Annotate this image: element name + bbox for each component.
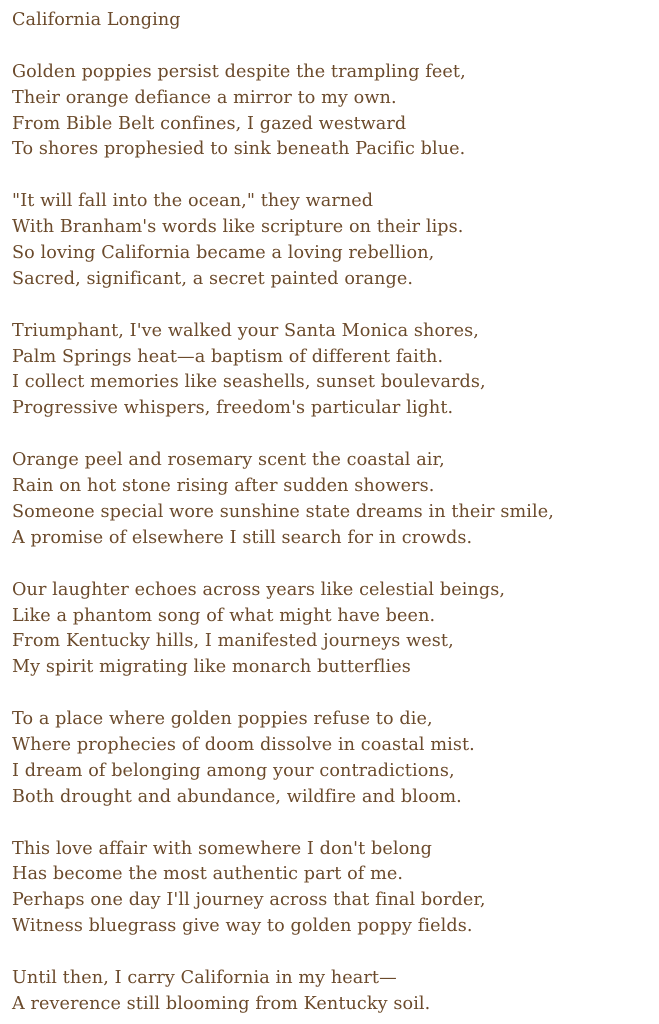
poem-line: This love affair with somewhere I don't belong [12, 838, 433, 859]
poem-line: Triumphant, I've walked your Santa Monica shores, [12, 320, 479, 341]
poem-line: Sacred, significant, a secret painted orange. [12, 268, 414, 289]
poem-line: A promise of elsewhere I still search for in crowds. [12, 527, 473, 548]
poem-line: Rain on hot stone rising after sudden showers. [12, 476, 435, 497]
poem-line: I dream of belonging among your contradictions, [12, 760, 455, 781]
poem-line: Witness bluegrass give way to golden poppy fields. [12, 916, 473, 937]
poem-line: I collect memories like seashells, sunset boulevards, [12, 372, 486, 393]
poem-line: Golden poppies persist despite the trampling feet, [12, 61, 466, 82]
stanza-5 [12, 578, 657, 682]
poem-line: Progressive whispers, freedom's particular light. [12, 398, 454, 419]
poem-line: Perhaps one day I'll journey across that final border, [12, 890, 486, 911]
poem-line: Our laughter echoes across years like celestial beings, [12, 579, 506, 600]
poem-line: Where prophecies of doom dissolve in coastal mist. [12, 734, 475, 755]
poem-page [12, 8, 657, 1018]
poem-line: My spirit migrating like monarch butterflies [12, 657, 411, 678]
poem-line: From Bible Belt confines, I gazed westward [12, 113, 407, 134]
stanza-7 [12, 837, 657, 941]
stanza-2 [12, 189, 657, 293]
poem-line: To a place where golden poppies refuse to die, [12, 709, 433, 730]
stanza-1 [12, 60, 657, 164]
stanza-4 [12, 448, 657, 552]
poem-line: A reverence still blooming from Kentucky soil. [12, 993, 431, 1014]
poem-line: To shores prophesied to sink beneath Pacific blue. [12, 139, 466, 160]
stanza-8 [12, 966, 657, 1018]
poem-line: Someone special wore sunshine state dreams in their smile, [12, 501, 554, 522]
poem-line: With Branham's words like scripture on their lips. [12, 217, 464, 238]
poem-line: From Kentucky hills, I manifested journeys west, [12, 631, 454, 652]
poem-line: "It will fall into the ocean," they warned [12, 191, 374, 212]
poem-line: Both drought and abundance, wildfire and bloom. [12, 786, 462, 807]
poem-line: So loving California became a loving rebellion, [12, 243, 435, 264]
stanza-3 [12, 319, 657, 423]
poem-line: Until then, I carry California in my heart— [12, 967, 397, 988]
stanza-6 [12, 707, 657, 811]
poem-line: Has become the most authentic part of me. [12, 864, 404, 885]
poem-title: California Longing [12, 10, 181, 30]
poem-line: Their orange defiance a mirror to my own. [12, 87, 397, 108]
poem-line: Like a phantom song of what might have been. [12, 605, 436, 626]
poem-line: Orange peel and rosemary scent the coastal air, [12, 450, 445, 471]
poem-line: Palm Springs heat—a baptism of different faith. [12, 346, 444, 367]
